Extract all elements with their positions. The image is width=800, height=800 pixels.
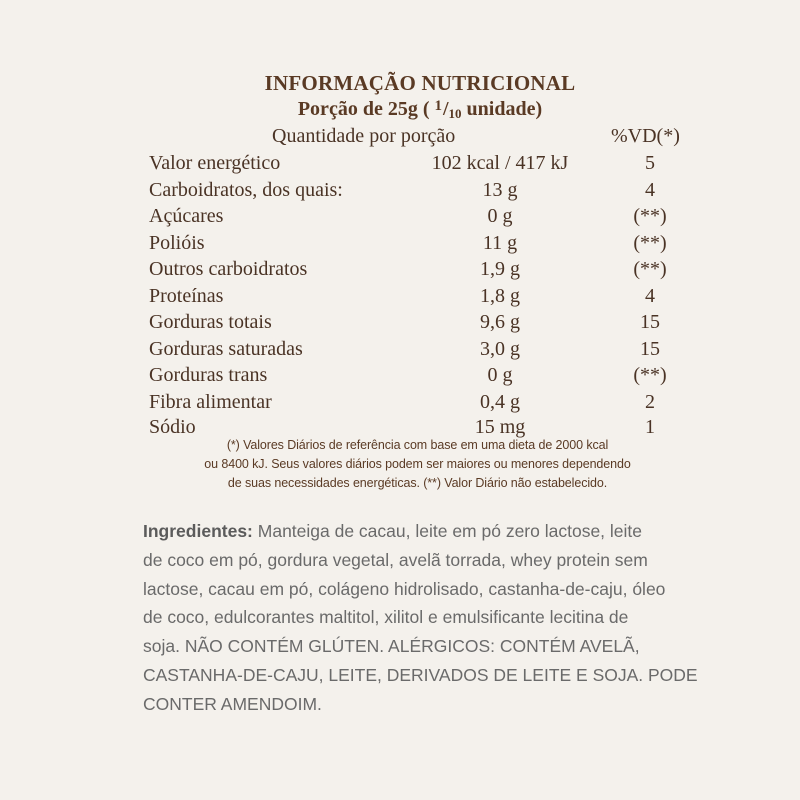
- nutrition-title: INFORMAÇÃO NUTRICIONAL: [264, 71, 576, 95]
- nutrient-label: Valor energético: [149, 152, 281, 174]
- nutrient-row: [0, 284, 800, 311]
- nutrient-amount: 102 kcal / 417 kJ: [431, 152, 569, 174]
- nutrient-vd: 15: [640, 311, 660, 333]
- nutrient-label: Proteínas: [149, 285, 224, 307]
- nutrient-label: Polióis: [149, 232, 205, 254]
- ingredients-line: soja. NÃO CONTÉM GLÚTEN. ALÉRGICOS: CONTÉM AVELÃ,: [143, 636, 640, 657]
- nutrient-vd: 1: [645, 416, 655, 438]
- ingredients-line: lactose, cacau em pó, colágeno hidrolisado, castanha-de-caju, óleo: [143, 578, 666, 599]
- nutrient-row: [0, 257, 800, 284]
- footnote-line: de suas necessidades energéticas. (**) Valor Diário não estabelecido.: [227, 476, 608, 490]
- nutrient-vd: 4: [645, 285, 655, 307]
- portion-suffix: unidade): [461, 98, 543, 120]
- daily-values-footnote: [150, 436, 685, 493]
- nutrient-amount: 1,8 g: [480, 285, 520, 307]
- nutrient-vd: (**): [633, 258, 667, 280]
- nutrient-label: Gorduras saturadas: [149, 338, 303, 360]
- footnote-line: (*) Valores Diários de referência com base em uma dieta de 2000 kcal: [226, 438, 609, 452]
- nutrient-label: Açúcares: [149, 205, 224, 227]
- portion-fraction-separator: /: [442, 98, 449, 120]
- ingredients-line: de coco em pó, gordura vegetal, avelã torrada, whey protein sem: [143, 549, 648, 570]
- nutrient-amount: 0 g: [487, 364, 513, 386]
- nutrient-row: [0, 231, 800, 258]
- nutrient-amount: 15 mg: [474, 416, 526, 438]
- ingredients-line: CASTANHA-DE-CAJU, LEITE, DERIVADOS DE LEITE E SOJA. PODE: [143, 664, 698, 685]
- portion-fraction-denominator: 10: [448, 106, 462, 121]
- ingredients-section: [143, 517, 703, 719]
- nutrient-label: Gorduras totais: [149, 311, 272, 333]
- nutrient-label: Carboidratos, dos quais:: [149, 179, 343, 201]
- nutrient-amount: 9,6 g: [480, 311, 520, 333]
- nutrient-row: [0, 363, 800, 390]
- ingredients-line: [143, 517, 703, 546]
- nutrient-vd: 15: [640, 338, 660, 360]
- nutrient-vd: 4: [645, 179, 655, 201]
- column-header-vd: %VD(*): [611, 125, 680, 147]
- nutrient-row: [0, 337, 800, 364]
- ingredients-line: CONTER AMENDOIM.: [143, 693, 322, 714]
- nutrient-row: [0, 310, 800, 337]
- nutrient-vd: 2: [645, 391, 655, 413]
- nutrient-amount: 13 g: [482, 179, 518, 201]
- ingredients-label: Ingredientes:: [143, 521, 253, 541]
- nutrient-vd: (**): [633, 364, 667, 386]
- nutrient-amount: 1,9 g: [480, 258, 520, 280]
- footnote-line: ou 8400 kJ. Seus valores diários podem ser maiores ou menores dependendo: [204, 457, 631, 471]
- nutrient-amount: 0 g: [487, 205, 513, 227]
- nutrient-row: [0, 178, 800, 205]
- nutrient-row: [0, 390, 800, 417]
- nutrient-label: Gorduras trans: [149, 364, 268, 386]
- nutrient-row: [0, 151, 800, 178]
- ingredients-line: de coco, edulcorantes maltitol, xilitol e emulsificante lecitina de: [143, 607, 629, 628]
- ingredients-text: Manteiga de cacau, leite em pó zero lactose, leite: [252, 521, 643, 541]
- portion-fraction-numerator: 1: [434, 98, 442, 114]
- nutrient-vd: (**): [633, 205, 667, 227]
- nutrient-amount: 11 g: [482, 232, 518, 254]
- nutrient-vd: 5: [645, 152, 655, 174]
- column-header-quantity: Quantidade por porção: [272, 125, 456, 147]
- nutrient-row: [0, 204, 800, 231]
- nutrient-amount: 0,4 g: [480, 391, 520, 413]
- nutrient-label: Fibra alimentar: [149, 391, 272, 413]
- nutrient-label: Sódio: [149, 416, 196, 438]
- nutrient-amount: 3,0 g: [480, 338, 520, 360]
- portion-size: [0, 98, 800, 122]
- portion-prefix: Porção de 25g (: [297, 98, 430, 120]
- nutrient-label: Outros carboidratos: [149, 258, 308, 280]
- nutrient-vd: (**): [633, 232, 667, 254]
